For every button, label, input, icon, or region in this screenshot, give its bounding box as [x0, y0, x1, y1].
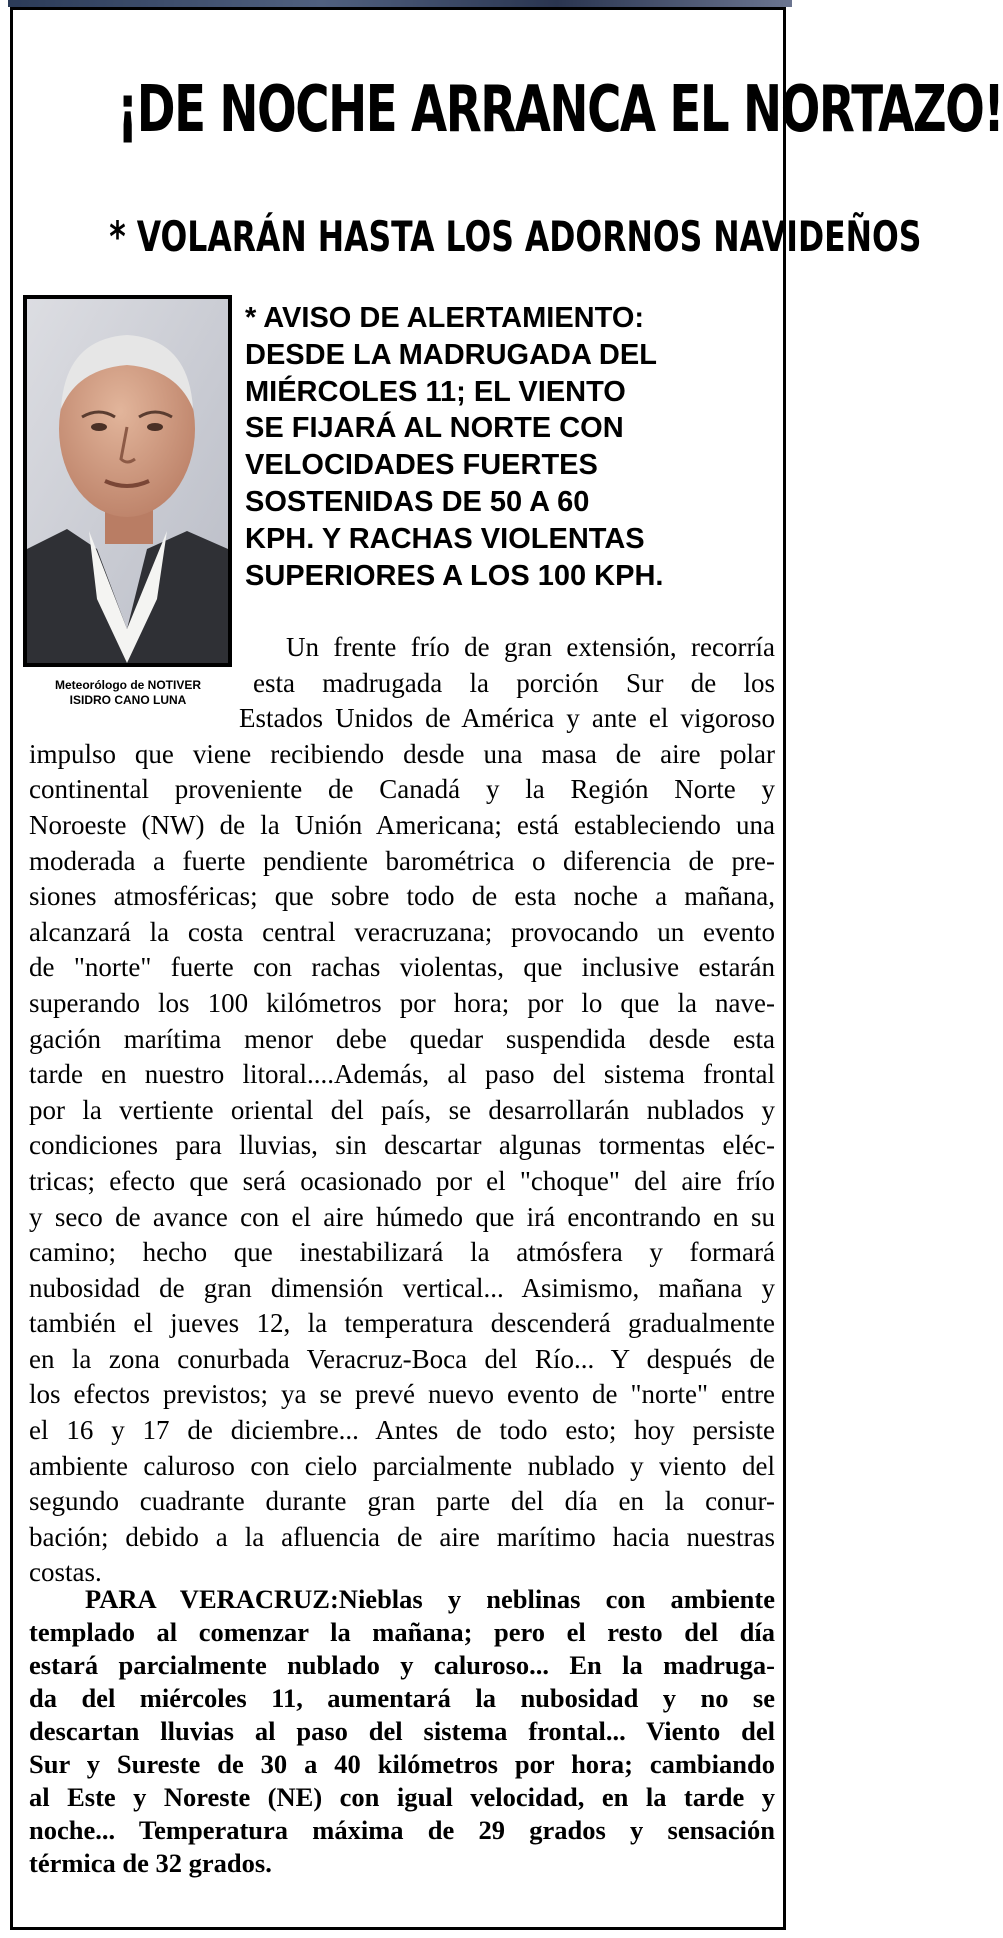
alert-line: SE FIJARÁ AL NORTE CON: [245, 412, 624, 445]
body-line: superando los 100 kilómetros por hora; por lo que la nave-: [29, 987, 775, 1018]
forecast-line: templado al comenzar la mañana; pero el resto del día: [29, 1617, 775, 1647]
alert-line: SUPERIORES A LOS 100 KPH.: [245, 559, 664, 592]
body-line: ambiente caluroso con cielo parcialmente nublado y viento del: [29, 1450, 775, 1481]
body-line: condiciones para lluvias, sin descartar algunas tormentas eléc-: [29, 1130, 775, 1161]
caption-line: ISIDRO CANO LUNA: [69, 693, 187, 707]
article-frame: [10, 7, 1003, 1930]
body-line: también el jueves 12, la temperatura descenderá gradualmente: [29, 1308, 775, 1339]
forecast-line: noche... Temperatura máxima de 29 grados y sensación: [29, 1815, 775, 1845]
caption-line: Meteorólogo de NOTIVER: [54, 678, 201, 692]
body-line: los efectos previstos; ya se prevé nuevo evento de "norte" entre: [29, 1379, 775, 1410]
body-line: de "norte" fuerte con rachas violentas, que inclusive estarán: [29, 952, 775, 983]
body-line: y seco de avance con el aire húmedo que irá encontrando en su: [29, 1201, 775, 1232]
article-body: [29, 630, 775, 1591]
body-line: impulso que viene recibiendo desde una masa de aire polar: [29, 738, 775, 769]
forecast-line: al Este y Noreste (NE) con igual velocidad, en la tarde y: [29, 1782, 775, 1812]
body-line: siones atmosféricas; que sobre todo de esta noche a mañana,: [29, 881, 775, 912]
body-line: bación; debido a la afluencia de aire marítimo hacia nuestras: [29, 1521, 775, 1552]
body-line: gación marítima menor debe quedar suspendida desde esta: [29, 1023, 775, 1054]
body-line: moderada a fuerte pendiente barométrica o diferencia de pre-: [29, 845, 775, 876]
forecast-line: descartan lluvias al paso del sistema frontal... Viento del: [29, 1716, 775, 1746]
body-line: alcanzará la costa central veracruzana; provocando un evento: [29, 916, 775, 947]
body-line: tricas; efecto que será ocasionado por el "choque" del aire frío: [29, 1165, 775, 1196]
alert-line: DESDE LA MADRUGADA DEL: [245, 338, 657, 371]
top-photo-strip: [8, 0, 792, 7]
body-line: Un frente frío de gran extensión, recorría: [286, 632, 775, 662]
body-line: esta madrugada la porción Sur de los: [253, 667, 775, 698]
alert-line: MIÉRCOLES 11; EL VIENTO: [245, 375, 626, 408]
body-line: en la zona conurbada Veracruz-Boca del Río... Y después de: [29, 1343, 775, 1374]
body-line: camino; hecho que inestabilizará la atmósfera y formará: [29, 1237, 775, 1268]
forecast-line: térmica de 32 grados.: [29, 1848, 272, 1878]
body-line: continental proveniente de Canadá y la Región Norte y: [29, 774, 775, 805]
meteorologist-photo: [23, 295, 232, 667]
alert-notice: [245, 300, 781, 594]
forecast-line: Sur y Sureste de 30 a 40 kilómetros por hora; cambiando: [29, 1749, 775, 1779]
forecast-line: estará parcialmente nublado y caluroso... En la madruga-: [29, 1650, 775, 1680]
forecast-line: da del miércoles 11, aumentará la nubosidad y no se: [29, 1683, 775, 1713]
body-line: segundo cuadrante durante gran parte del día en la conur-: [29, 1486, 775, 1517]
body-line: nubosidad de gran dimensión vertical... Asimismo, mañana y: [29, 1272, 775, 1303]
body-line: Estados Unidos de América y ante el vigoroso: [239, 703, 775, 734]
body-line: por la vertiente oriental del país, se desarrollarán nublados y: [29, 1094, 775, 1125]
subheadline: * VOLARÁN HASTA LOS ADORNOS NAVIDEÑOS: [109, 212, 922, 261]
alert-line: VELOCIDADES FUERTES: [245, 449, 598, 482]
body-line: Noroeste (NW) de la Unión Americana; está estableciendo una: [29, 809, 775, 840]
alert-line: KPH. Y RACHAS VIOLENTAS: [245, 522, 645, 555]
body-line: costas.: [29, 1557, 102, 1588]
veracruz-forecast: [29, 1583, 775, 1880]
forecast-line: PARA VERACRUZ:Nieblas y neblinas con ambiente: [85, 1584, 775, 1614]
body-line: tarde en nuestro litoral....Además, al paso del sistema frontal: [29, 1059, 775, 1090]
alert-line: * AVISO DE ALERTAMIENTO:: [245, 302, 645, 334]
headline: ¡DE NOCHE ARRANCA EL NORTAZO!: [116, 73, 1003, 147]
body-line: el 16 y 17 de diciembre... Antes de todo esto; hoy persiste: [29, 1415, 775, 1446]
alert-line: SOSTENIDAS DE 50 A 60: [245, 485, 590, 518]
portrait-illustration: [27, 299, 228, 663]
